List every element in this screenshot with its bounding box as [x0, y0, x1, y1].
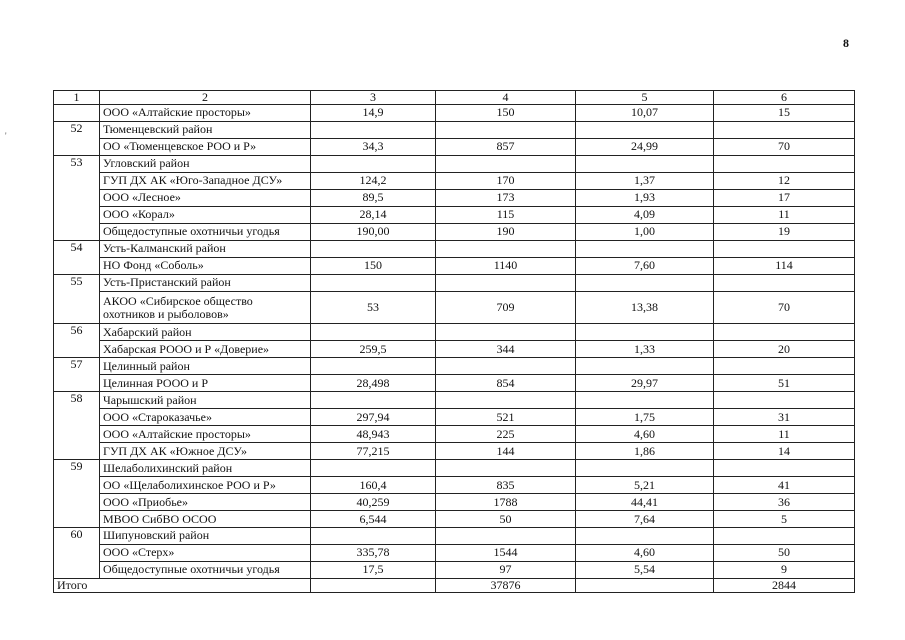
- header-cell-2: 2: [100, 91, 311, 105]
- organization-cell: ООО «Староказачье»: [100, 409, 311, 426]
- value-cell-col3: [311, 274, 436, 291]
- row-number-cell: [54, 105, 100, 122]
- value-cell-col6: [714, 392, 855, 409]
- value-cell-col4: 521: [436, 409, 576, 426]
- value-cell-col3: 150: [311, 257, 436, 274]
- value-cell-col5: 7,64: [576, 511, 714, 528]
- value-cell-col5: [576, 460, 714, 477]
- value-cell-col5: 1,33: [576, 341, 714, 358]
- table-row: [54, 494, 855, 511]
- value-cell-col3: [311, 121, 436, 138]
- value-cell-col4: [436, 324, 576, 341]
- value-cell-col4: 857: [436, 138, 576, 155]
- value-cell-col4: 709: [436, 291, 576, 324]
- header-cell-1: 1: [54, 91, 100, 105]
- organization-cell: Усть-Пристанский район: [100, 274, 311, 291]
- value-cell-col5: 1,86: [576, 443, 714, 460]
- value-cell-col3: 48,943: [311, 426, 436, 443]
- table-row: [54, 240, 855, 257]
- total-row: [54, 579, 855, 593]
- value-cell-col6: 14: [714, 443, 855, 460]
- value-cell-col3: [311, 528, 436, 545]
- hunting-grounds-table: [53, 90, 855, 593]
- organization-cell: Целинный район: [100, 358, 311, 375]
- value-cell-col5: 1,75: [576, 409, 714, 426]
- value-cell-col6: 17: [714, 189, 855, 206]
- value-cell-col6: 31: [714, 409, 855, 426]
- value-cell-col4: [436, 240, 576, 257]
- header-cell-3: 3: [311, 91, 436, 105]
- value-cell-col3: 77,215: [311, 443, 436, 460]
- value-cell-col6: 5: [714, 511, 855, 528]
- value-cell-col4: 144: [436, 443, 576, 460]
- value-cell-col6: [714, 358, 855, 375]
- organization-cell: Целинная РООО и Р: [100, 375, 311, 392]
- organization-cell: Общедоступные охотничьи угодья: [100, 561, 311, 578]
- value-cell-col5: [576, 121, 714, 138]
- table-row: [54, 392, 855, 409]
- value-cell-col6: [714, 274, 855, 291]
- value-cell-col5: 4,60: [576, 426, 714, 443]
- value-cell-col3: 6,544: [311, 511, 436, 528]
- header-row: [54, 91, 855, 105]
- value-cell-col5: 7,60: [576, 257, 714, 274]
- table-row: [54, 460, 855, 477]
- value-cell-col6: 15: [714, 105, 855, 122]
- value-cell-col4: [436, 528, 576, 545]
- row-number-cell: 52: [54, 121, 100, 155]
- value-cell-col5: 29,97: [576, 375, 714, 392]
- stray-mark: ': [5, 131, 7, 141]
- row-number-cell: 55: [54, 274, 100, 324]
- value-cell-col5: [576, 274, 714, 291]
- table-row: [54, 121, 855, 138]
- value-cell-col4: [436, 392, 576, 409]
- organization-cell: ООО «Приобье»: [100, 494, 311, 511]
- organization-cell: НО Фонд «Соболь»: [100, 257, 311, 274]
- value-cell-col6: 12: [714, 172, 855, 189]
- value-cell-col5: 4,60: [576, 544, 714, 561]
- value-cell-col6: [714, 155, 855, 172]
- value-cell-col6: 20: [714, 341, 855, 358]
- header-cell-6: 6: [714, 91, 855, 105]
- value-cell-col6: [714, 121, 855, 138]
- value-cell-col3: 259,5: [311, 341, 436, 358]
- organization-cell: ГУП ДХ АК «Южное ДСУ»: [100, 443, 311, 460]
- value-cell-col6: [714, 324, 855, 341]
- value-cell-col6: 9: [714, 561, 855, 578]
- table-row: [54, 544, 855, 561]
- value-cell-col5: 5,21: [576, 477, 714, 494]
- row-number-cell: 60: [54, 528, 100, 579]
- value-cell-col5: [576, 155, 714, 172]
- organization-cell: Хабарская РООО и Р «Доверие»: [100, 341, 311, 358]
- organization-cell: Тюменцевский район: [100, 121, 311, 138]
- organization-cell: ГУП ДХ АК «Юго-Западное ДСУ»: [100, 172, 311, 189]
- page-number: 8: [843, 36, 849, 50]
- total-label: Итого: [54, 579, 311, 593]
- value-cell-col6: 36: [714, 494, 855, 511]
- value-cell-col4: 50: [436, 511, 576, 528]
- value-cell-col6: 50: [714, 544, 855, 561]
- row-number-cell: 57: [54, 358, 100, 392]
- value-cell-col5: 1,00: [576, 223, 714, 240]
- value-cell-col6: [714, 240, 855, 257]
- value-cell-col5: [576, 392, 714, 409]
- table-row: [54, 189, 855, 206]
- table-row: [54, 528, 855, 545]
- value-cell-col6: 51: [714, 375, 855, 392]
- value-cell-col3: 28,498: [311, 375, 436, 392]
- row-number-cell: 53: [54, 155, 100, 240]
- value-cell-col5: 10,07: [576, 105, 714, 122]
- row-number-cell: 56: [54, 324, 100, 358]
- value-cell-col3: [311, 155, 436, 172]
- organization-cell: ОО «Щелаболихинское РОО и Р»: [100, 477, 311, 494]
- value-cell-col6: [714, 460, 855, 477]
- value-cell-col4: 344: [436, 341, 576, 358]
- value-cell-col5: 4,09: [576, 206, 714, 223]
- value-cell-col3: [311, 460, 436, 477]
- organization-cell: ОО «Тюменцевское РОО и Р»: [100, 138, 311, 155]
- value-cell-col4: 115: [436, 206, 576, 223]
- organization-cell: Общедоступные охотничьи угодья: [100, 223, 311, 240]
- total-col6: 2844: [714, 579, 855, 593]
- organization-cell: ООО «Алтайские просторы»: [100, 105, 311, 122]
- value-cell-col4: 835: [436, 477, 576, 494]
- value-cell-col3: 14,9: [311, 105, 436, 122]
- value-cell-col3: 89,5: [311, 189, 436, 206]
- value-cell-col4: [436, 274, 576, 291]
- value-cell-col5: [576, 240, 714, 257]
- value-cell-col3: 160,4: [311, 477, 436, 494]
- value-cell-col5: 44,41: [576, 494, 714, 511]
- table-row: [54, 409, 855, 426]
- table-row: [54, 324, 855, 341]
- table-row: [54, 274, 855, 291]
- organization-cell: АКОО «Сибирское общество охотников и рыболовов»: [100, 291, 311, 324]
- value-cell-col4: [436, 460, 576, 477]
- table-row: [54, 257, 855, 274]
- value-cell-col4: 225: [436, 426, 576, 443]
- total-col5: [576, 579, 714, 593]
- total-col4: 37876: [436, 579, 576, 593]
- organization-cell: ООО «Алтайские просторы»: [100, 426, 311, 443]
- table-row: [54, 341, 855, 358]
- organization-cell: МВОО СибВО ОСОО: [100, 511, 311, 528]
- value-cell-col5: 5,54: [576, 561, 714, 578]
- value-cell-col4: [436, 121, 576, 138]
- value-cell-col4: 1544: [436, 544, 576, 561]
- value-cell-col4: 1140: [436, 257, 576, 274]
- value-cell-col4: 150: [436, 105, 576, 122]
- value-cell-col5: 1,37: [576, 172, 714, 189]
- value-cell-col4: 190: [436, 223, 576, 240]
- value-cell-col6: 70: [714, 138, 855, 155]
- value-cell-col4: [436, 155, 576, 172]
- value-cell-col3: 190,00: [311, 223, 436, 240]
- organization-cell: Усть-Калманский район: [100, 240, 311, 257]
- value-cell-col3: 124,2: [311, 172, 436, 189]
- value-cell-col4: 854: [436, 375, 576, 392]
- organization-cell: ООО «Стерх»: [100, 544, 311, 561]
- table-row: [54, 443, 855, 460]
- row-number-cell: 54: [54, 240, 100, 274]
- table-row: [54, 155, 855, 172]
- organization-cell: Шипуновский район: [100, 528, 311, 545]
- value-cell-col3: 34,3: [311, 138, 436, 155]
- value-cell-col6: 19: [714, 223, 855, 240]
- value-cell-col3: 40,259: [311, 494, 436, 511]
- table-row: [54, 105, 855, 122]
- value-cell-col3: [311, 392, 436, 409]
- table-row: [54, 138, 855, 155]
- table-row: [54, 172, 855, 189]
- value-cell-col6: 11: [714, 426, 855, 443]
- value-cell-col4: 97: [436, 561, 576, 578]
- value-cell-col6: [714, 528, 855, 545]
- value-cell-col3: [311, 240, 436, 257]
- table-row: [54, 561, 855, 578]
- organization-cell: Угловский район: [100, 155, 311, 172]
- organization-cell: Шелаболихинский район: [100, 460, 311, 477]
- header-cell-5: 5: [576, 91, 714, 105]
- organization-cell: Хабарский район: [100, 324, 311, 341]
- value-cell-col3: 28,14: [311, 206, 436, 223]
- organization-cell: ООО «Лесное»: [100, 189, 311, 206]
- value-cell-col5: 1,93: [576, 189, 714, 206]
- value-cell-col4: 1788: [436, 494, 576, 511]
- table-row: [54, 477, 855, 494]
- value-cell-col5: [576, 358, 714, 375]
- value-cell-col4: 170: [436, 172, 576, 189]
- value-cell-col4: 173: [436, 189, 576, 206]
- table-body: [54, 105, 855, 579]
- value-cell-col3: 53: [311, 291, 436, 324]
- organization-cell: Чарышский район: [100, 392, 311, 409]
- value-cell-col6: 41: [714, 477, 855, 494]
- value-cell-col3: [311, 358, 436, 375]
- table-row: [54, 426, 855, 443]
- table-row: [54, 511, 855, 528]
- value-cell-col5: [576, 528, 714, 545]
- value-cell-col6: 114: [714, 257, 855, 274]
- value-cell-col5: [576, 324, 714, 341]
- table-row: [54, 206, 855, 223]
- row-number-cell: 59: [54, 460, 100, 528]
- table-row: [54, 375, 855, 392]
- value-cell-col3: 17,5: [311, 561, 436, 578]
- value-cell-col5: 24,99: [576, 138, 714, 155]
- value-cell-col5: 13,38: [576, 291, 714, 324]
- value-cell-col6: 11: [714, 206, 855, 223]
- value-cell-col3: [311, 324, 436, 341]
- table-row: [54, 291, 855, 324]
- value-cell-col3: 297,94: [311, 409, 436, 426]
- value-cell-col4: [436, 358, 576, 375]
- table-row: [54, 358, 855, 375]
- table-row: [54, 223, 855, 240]
- header-cell-4: 4: [436, 91, 576, 105]
- value-cell-col3: 335,78: [311, 544, 436, 561]
- organization-cell: ООО «Корал»: [100, 206, 311, 223]
- row-number-cell: 58: [54, 392, 100, 460]
- total-col3: [311, 579, 436, 593]
- value-cell-col6: 70: [714, 291, 855, 324]
